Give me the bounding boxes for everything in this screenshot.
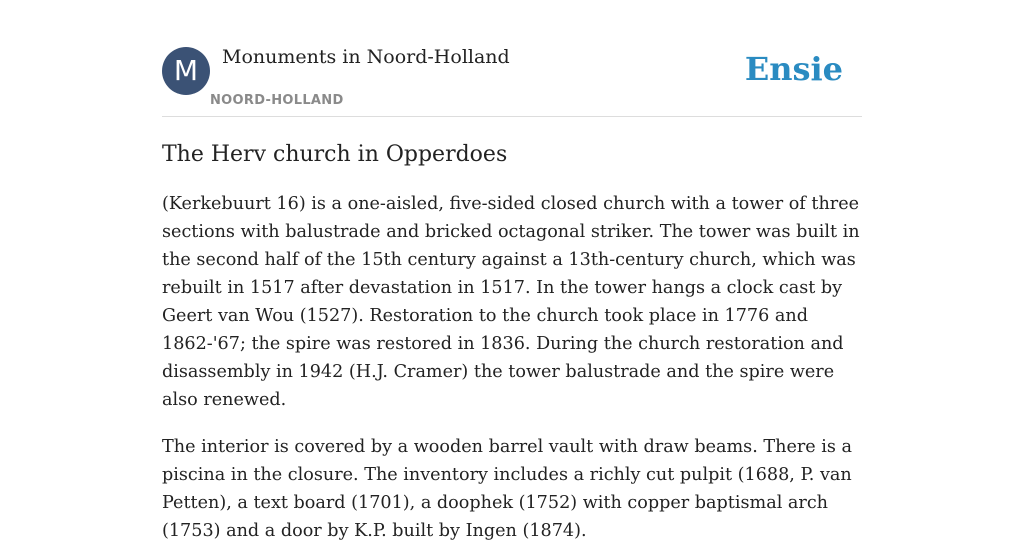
brand-logo[interactable]: Ensie — [744, 50, 843, 88]
avatar[interactable]: M — [162, 47, 210, 95]
article-paragraph-1: (Kerkebuurt 16) is a one-aisled, five-sided closed church with a tower of three sections with balustrade and bricked octagonal striker. The tower was built in the second half of the 15th century against a 13th-century church, which was rebuilt in 1517 after devastation in 1517. In the tower hangs a clock cast by Geert van Wou (1527). Restoration to the church took place in 1776 and 1862-'67; the spire was restored in 1836. During the church restoration and disassembly in 1942 (H.J. Cramer) the tower balustrade and the spire were also renewed. — [162, 194, 860, 410]
site-header — [162, 46, 862, 117]
article-title: The Herv church in Opperdoes — [162, 142, 508, 167]
article — [162, 140, 862, 545]
region-label[interactable]: NOORD-HOLLAND — [210, 93, 344, 108]
article-paragraph-2: The interior is covered by a wooden barrel vault with draw beams. There is a piscina in the closure. The inventory includes a richly cut pulpit (1688, P. van Petten), a text board (1701), a doophek (1752) with copper baptismal arch (1753) and a door by K.P. built by Ingen (1874). — [162, 437, 853, 541]
site-title[interactable]: Monuments in Noord-Holland — [222, 46, 510, 68]
